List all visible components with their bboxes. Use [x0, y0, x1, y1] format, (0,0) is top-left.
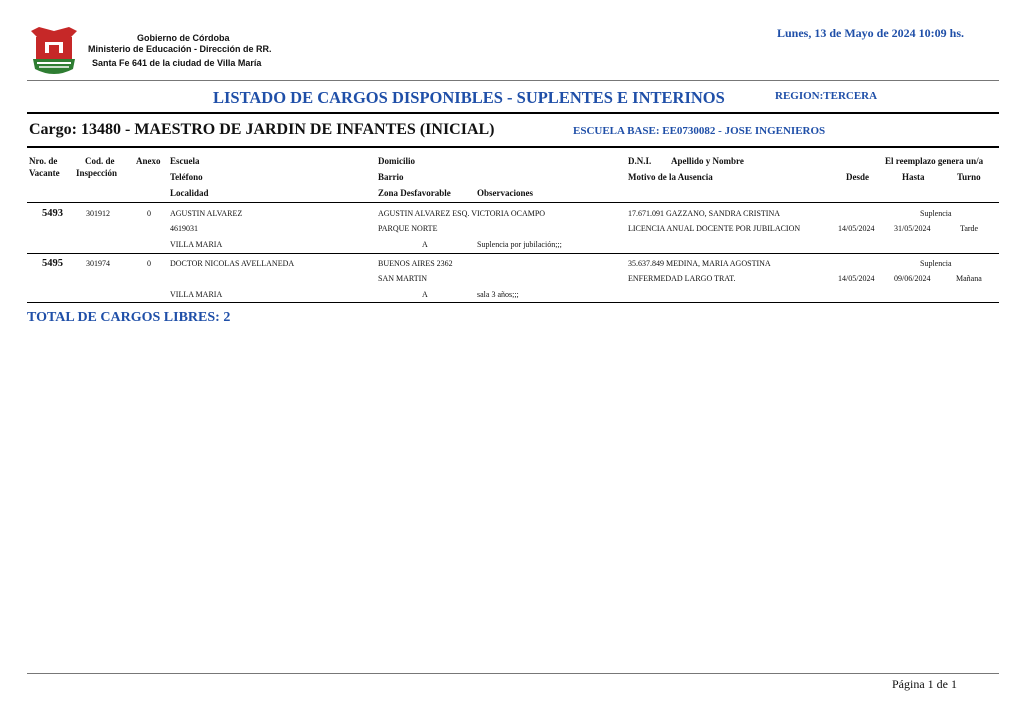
row-1-reemplazo: Suplencia [920, 209, 952, 218]
table-bottom-divider [27, 302, 999, 303]
title-divider [27, 112, 999, 114]
row-2-desde: 14/05/2024 [838, 274, 875, 283]
col-localidad: Localidad [170, 188, 209, 198]
page-title: LISTADO DE CARGOS DISPONIBLES - SUPLENTES E INTERINOS [213, 88, 725, 107]
col-hasta: Hasta [902, 172, 925, 182]
row-1-desde: 14/05/2024 [838, 224, 875, 233]
row-2-domicilio: BUENOS AIRES 2362 [378, 259, 453, 268]
col-zona: Zona Desfavorable [378, 188, 451, 198]
row-2-anexo: 0 [147, 259, 151, 268]
row-2-turno: Mañana [956, 274, 982, 283]
row-1-motivo: LICENCIA ANUAL DOCENTE POR JUBILACION [628, 224, 801, 233]
col-reemplazo: El reemplazo genera un/a [885, 156, 984, 166]
cargo-title: Cargo: 13480 - MAESTRO DE JARDIN DE INFANTES (INICIAL) [29, 121, 495, 138]
col-telefono: Teléfono [170, 172, 203, 182]
gov-name: Gobierno de Córdoba [137, 33, 230, 43]
row-2-escuela: DOCTOR NICOLAS AVELLANEDA [170, 259, 295, 268]
total-cargos-libres: TOTAL DE CARGOS LIBRES: 2 [27, 310, 231, 325]
row-1-anexo: 0 [147, 209, 151, 218]
row-2-reemplazo: Suplencia [920, 259, 952, 268]
row-1-telefono: 4619031 [170, 224, 198, 233]
row-1-barrio: PARQUE NORTE [378, 224, 438, 233]
row-2-cod: 301974 [86, 259, 110, 268]
row-1-cod: 301912 [86, 209, 110, 218]
header-divider [27, 80, 999, 81]
report-datetime: Lunes, 13 de Mayo de 2024 10:09 hs. [777, 26, 965, 40]
col-cod-1: Cod. de [85, 156, 115, 166]
row-2-zona: A [422, 290, 428, 299]
page-number: Página 1 de 1 [892, 677, 957, 691]
ministry-name: Ministerio de Educación - Dirección de RR. [88, 44, 272, 54]
row-2-localidad: VILLA MARIA [170, 290, 223, 299]
row-1-hasta: 31/05/2024 [894, 224, 931, 233]
row-1-domicilio: AGUSTIN ALVAREZ ESQ. VICTORIA OCAMPO [378, 209, 546, 218]
col-motivo: Motivo de la Ausencia [628, 172, 713, 182]
col-nro-2: Vacante [29, 168, 60, 178]
row-1-vacante: 5493 [42, 208, 63, 219]
row-2-barrio: SAN MARTIN [378, 274, 428, 283]
row-1-dni-nombre: 17.671.091 GAZZANO, SANDRA CRISTINA [628, 209, 781, 218]
cargo-divider [27, 146, 999, 148]
footer-divider [27, 673, 999, 674]
row-2-vacante: 5495 [42, 258, 63, 269]
col-anexo: Anexo [136, 156, 161, 166]
col-dni: D.N.I. [628, 156, 652, 166]
row-divider [27, 253, 999, 254]
row-1-zona: A [422, 240, 428, 249]
col-turno: Turno [957, 172, 981, 182]
col-nro-1: Nro. de [29, 156, 58, 166]
row-2-observaciones: sala 3 años;;; [477, 290, 519, 299]
col-cod-2: Inspección [76, 168, 118, 178]
col-domicilio: Domicilio [378, 156, 415, 166]
address: Santa Fe 641 de la ciudad de Villa María [92, 58, 262, 68]
row-1-observaciones: Suplencia por jubilación;;; [477, 240, 562, 249]
escuela-base: ESCUELA BASE: EE0730082 - JOSE INGENIEROS [573, 125, 826, 137]
col-barrio: Barrio [378, 172, 404, 182]
region-label: REGION:TERCERA [775, 90, 878, 102]
col-observaciones: Observaciones [477, 188, 533, 198]
row-1-escuela: AGUSTIN ALVAREZ [170, 209, 243, 218]
column-header-divider [27, 202, 999, 203]
row-1-turno: Tarde [960, 224, 979, 233]
row-2-motivo: ENFERMEDAD LARGO TRAT. [628, 274, 736, 283]
col-desde: Desde [846, 172, 869, 182]
col-apellido: Apellido y Nombre [671, 156, 744, 166]
cordoba-crest-logo [27, 25, 81, 77]
col-escuela: Escuela [170, 156, 200, 166]
row-2-hasta: 09/06/2024 [894, 274, 931, 283]
row-2-dni-nombre: 35.637.849 MEDINA, MARIA AGOSTINA [628, 259, 771, 268]
row-1-localidad: VILLA MARIA [170, 240, 223, 249]
